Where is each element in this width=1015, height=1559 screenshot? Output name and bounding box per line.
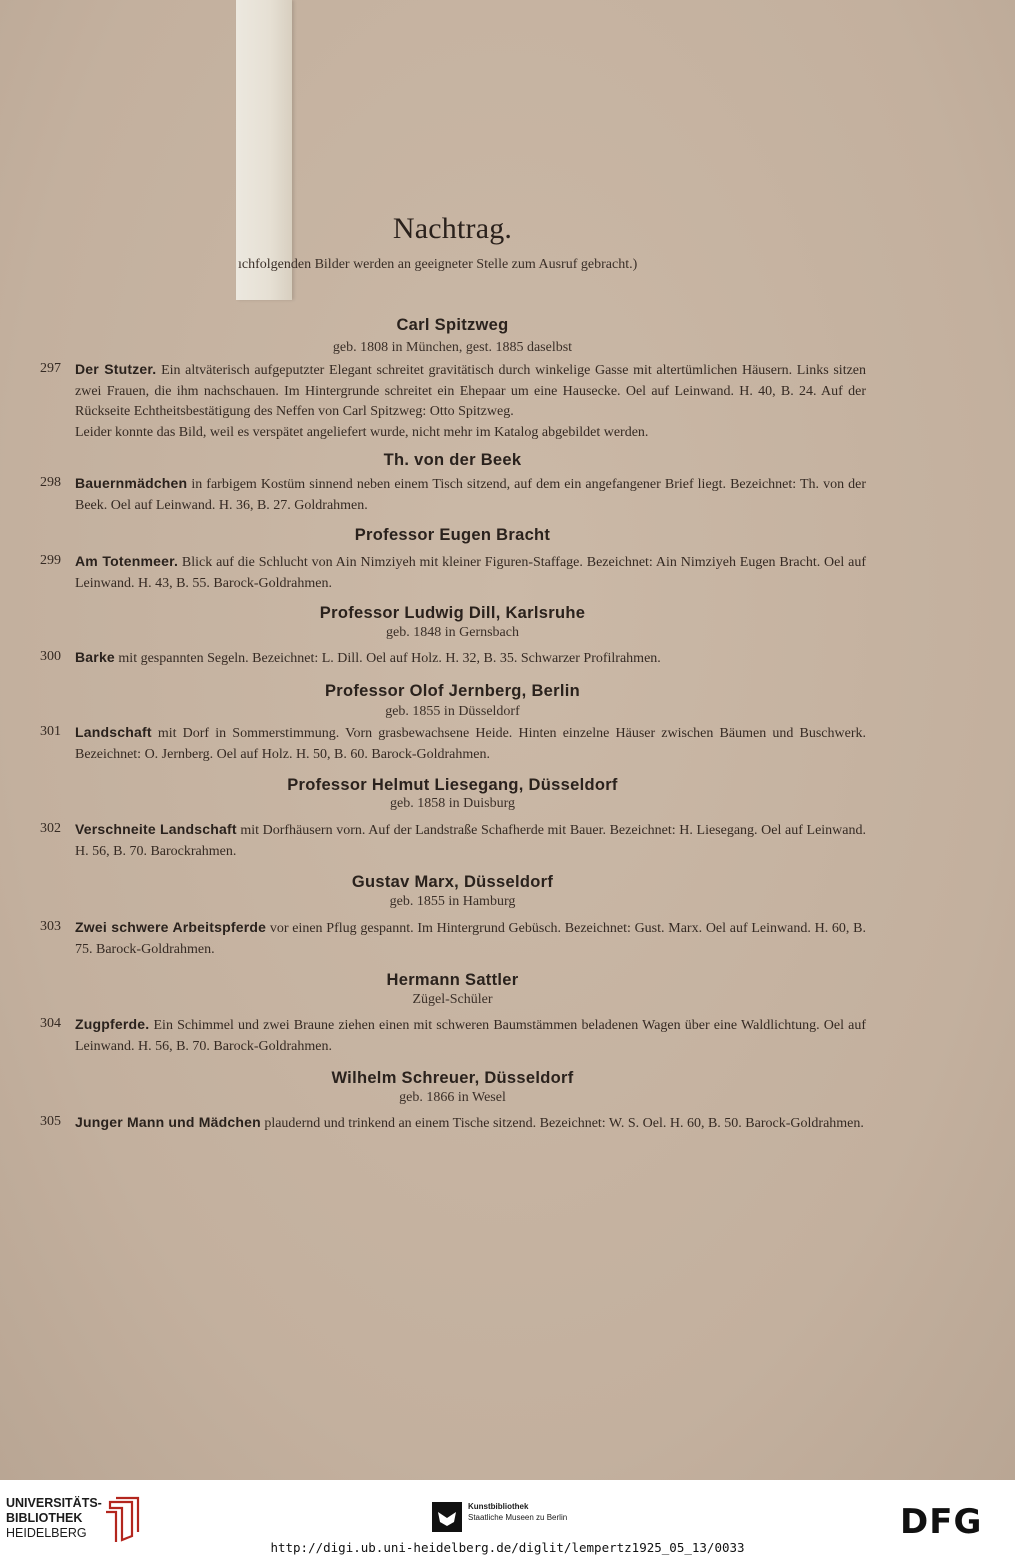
lot-number: 302 <box>40 821 61 836</box>
work-title: Zugpferde. <box>75 1016 150 1032</box>
work-description: mit gespannten Segeln. Bezeichnet: L. Dill. Oel auf Holz. H. 32, B. 35. Schwarzer Profilrahmen. <box>114 651 661 666</box>
catalog-entry <box>40 819 866 862</box>
kunst-subname: Staatliche Museen zu Berlin <box>468 1513 568 1522</box>
lot-number: 303 <box>40 919 61 934</box>
page-subtitle: ıchfolgenden Bilder werden an geeigneter Stelle zum Ausruf gebracht.) <box>238 257 638 272</box>
lot-number: 305 <box>40 1114 61 1129</box>
lot-number: 297 <box>40 361 61 376</box>
lot-number: 304 <box>40 1016 61 1031</box>
paper-scrap <box>236 0 292 300</box>
artist-heading: Carl Spitzweg <box>396 316 509 334</box>
work-description: plaudernd und trinkend an einem Tische sitzend. Bezeichnet: W. S. Oel. H. 60, B. 50. Barock-Goldrahmen. <box>260 1116 864 1131</box>
artist-heading: Th. von der Beek <box>383 451 522 469</box>
artist-heading: Hermann Sattler <box>386 971 519 989</box>
artist-bio: geb. 1855 in Düsseldorf <box>385 704 520 719</box>
work-title: Bauernmädchen <box>75 475 188 491</box>
lot-number: 300 <box>40 649 61 664</box>
university-library-logo[interactable] <box>6 1496 146 1542</box>
artist-heading: Professor Olof Jernberg, Berlin <box>324 682 581 700</box>
lot-number: 299 <box>40 553 61 568</box>
catalog-entry <box>40 1014 866 1057</box>
artist-heading: Gustav Marx, Düsseldorf <box>351 873 554 891</box>
work-description: mit Dorfhäusern vorn. Auf der Landstraße Schafherde mit Bauer. Bezeichnet: H. Liesegang. Oel auf Leinwand. H. 56, B. 70. Barockrahmen. <box>75 823 866 859</box>
source-url-link[interactable]: http://digi.ub.uni-heidelberg.de/diglit/lempertz1925_05_13/0033 <box>270 1540 745 1555</box>
catalog-entry <box>40 359 866 443</box>
artist-bio: geb. 1808 in München, gest. 1885 daselbst <box>332 340 573 355</box>
work-title: Verschneite Landschaft <box>75 821 237 837</box>
library-name-line1: UNIVERSITÄTS- <box>6 1496 102 1510</box>
catalog-entry <box>40 722 866 765</box>
artist-heading: Professor Eugen Bracht <box>354 526 551 544</box>
catalog-entry <box>40 917 866 960</box>
dfg-logo[interactable]: DFG <box>900 1502 983 1542</box>
work-title: Zwei schwere Arbeitspferde <box>75 919 267 935</box>
artist-bio: geb. 1855 in Hamburg <box>389 894 516 909</box>
page-title: Nachtrag. <box>392 212 513 245</box>
catalog-entry <box>40 1112 866 1135</box>
library-name-line2: BIBLIOTHEK <box>6 1511 83 1525</box>
work-title: Landschaft <box>75 724 152 740</box>
catalog-entry <box>40 551 866 594</box>
kunst-name: Kunstbibliothek <box>468 1502 529 1511</box>
artist-bio: geb. 1858 in Duisburg <box>390 796 515 811</box>
work-description: in farbigem Kostüm sinnend neben einem Tisch sitzend, auf dem ein angefangener Brief liegt. Bezeichnet: Th. von der Beek. Oel auf Leinwand. H. 36, B. 27. Goldrahmen. <box>75 477 866 513</box>
footer-bar <box>0 1480 1015 1559</box>
artist-bio: geb. 1848 in Gernsbach <box>386 625 519 640</box>
lot-number: 298 <box>40 475 61 490</box>
work-title: Junger Mann und Mädchen <box>75 1114 261 1130</box>
work-title: Der Stutzer. <box>75 361 157 377</box>
lot-number: 301 <box>40 724 61 739</box>
work-note: Leider konnte das Bild, weil es verspätet angeliefert wurde, nicht mehr im Katalog abgebildet werden. <box>75 424 649 440</box>
work-description: Blick auf die Schlucht von Ain Nimziyeh mit kleiner Figuren-Staffage. Bezeichnet: Ain Nimziyeh Eugen Bracht. Oel auf Leinwand. H. 43, B. 55. Barock-Goldrahmen. <box>75 555 866 591</box>
eagle-icon <box>432 1502 462 1532</box>
work-description: mit Dorf in Sommerstimmung. Vorn grasbewachsene Heide. Hinten einzelne Häuser zwischen Bäumen und Buschwerk. Bezeichnet: O. Jernberg. Oel auf Holz. H. 50, B. 60. Barock-Goldrahmen. <box>75 726 866 762</box>
catalog-entry <box>40 473 866 516</box>
artist-heading: Professor Ludwig Dill, Karlsruhe <box>319 604 586 622</box>
work-title: Barke <box>75 649 115 665</box>
work-description: Ein Schimmel und zwei Braune ziehen einen mit schweren Baumstämmen beladenen Wagen über eine Waldlichtung. Oel auf Leinwand. H. 56, B. 70. Barock-Goldrahmen. <box>75 1018 866 1054</box>
work-title: Am Totenmeer. <box>75 553 179 569</box>
work-description: Ein altväterisch aufgeputzter Elegant schreitet gravitätisch durch winkelige Gasse mit altertümlichen Häusern. Links sitzen zwei Frauen, die ihm nachschauen. Im Hintergrunde schreitet ein Ehepaar um eine Hausecke. Oel auf Leinwand. H. 40, B. 24. Auf der Rückseite Echtheitsbestätigung des Neffen von Carl Spitzweg: Otto Spitzweg. <box>75 363 867 419</box>
artist-bio: Zügel-Schüler <box>412 992 493 1007</box>
library-name-line3: HEIDELBERG <box>6 1526 87 1540</box>
library-emblem-icon <box>102 1496 146 1542</box>
kunstbibliothek-logo[interactable] <box>432 1500 592 1534</box>
artist-heading: Professor Helmut Liesegang, Düsseldorf <box>287 776 618 794</box>
catalog-entry <box>40 647 866 670</box>
artist-heading: Wilhelm Schreuer, Düsseldorf <box>331 1069 574 1087</box>
work-description: vor einen Pflug gespannt. Im Hintergrund Gebüsch. Bezeichnet: Gust. Marx. Oel auf Leinwand. H. 60, B. 75. Barock-Goldrahmen. <box>75 921 866 957</box>
artist-bio: geb. 1866 in Wesel <box>399 1090 506 1105</box>
